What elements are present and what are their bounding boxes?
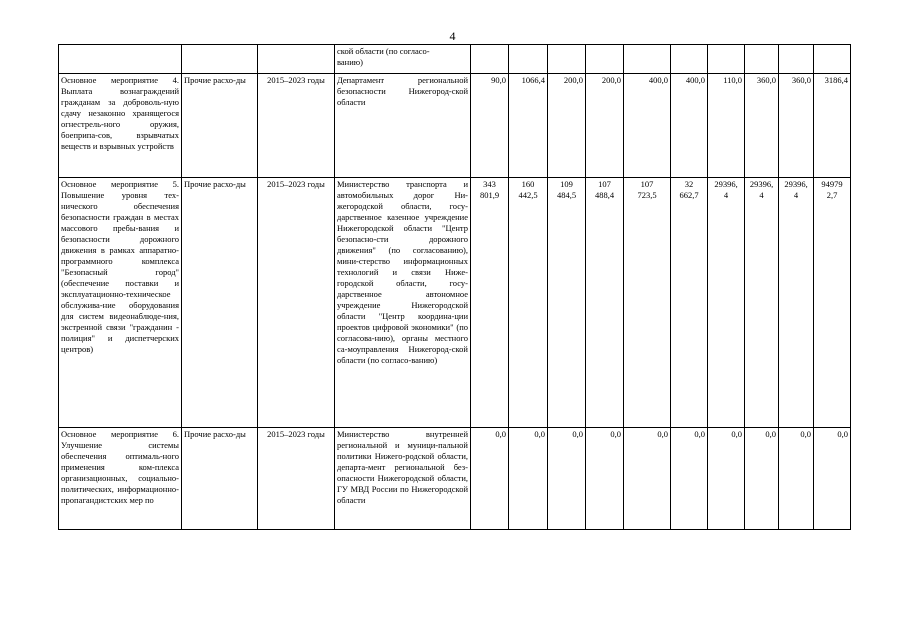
period-cell [258, 45, 335, 74]
value-cell: 0,0 [671, 428, 708, 530]
value-cell [671, 45, 708, 74]
value-cell [548, 45, 586, 74]
funding-source-cell: Прочие расхо-ды [182, 178, 258, 428]
period-cell: 2015–2023 годы [258, 74, 335, 178]
value-cell: 107 488,4 [586, 178, 624, 428]
table-row [59, 428, 851, 530]
value-cell: 32 662,7 [671, 178, 708, 428]
value-cell: 400,0 [624, 74, 671, 178]
value-cell: 94979 2,7 [814, 178, 851, 428]
funding-source-cell: Прочие расхо-ды [182, 74, 258, 178]
value-cell: 1066,4 [509, 74, 548, 178]
page-number: 4 [449, 29, 456, 43]
measure-cell: Основное мероприятие 4. Выплата вознаграждений гражданам за доброволь-ную сдачу незаконно хранящегося огнестрель-ного оружия, боеприпа-сов, взрывчатых веществ и взрывных устройств [59, 74, 182, 178]
value-cell: 3186,4 [814, 74, 851, 178]
period-cell: 2015–2023 годы [258, 178, 335, 428]
value-cell: 0,0 [548, 428, 586, 530]
value-cell [586, 45, 624, 74]
value-cell: 200,0 [548, 74, 586, 178]
value-cell: 160 442,5 [509, 178, 548, 428]
value-cell [471, 45, 509, 74]
value-cell: 200,0 [586, 74, 624, 178]
value-cell: 109 484,5 [548, 178, 586, 428]
value-cell: 360,0 [779, 74, 814, 178]
value-cell [708, 45, 745, 74]
value-cell: 0,0 [814, 428, 851, 530]
value-cell: 0,0 [708, 428, 745, 530]
budget-table [58, 44, 851, 530]
value-cell: 110,0 [708, 74, 745, 178]
value-cell [745, 45, 779, 74]
value-cell: 29396, 4 [745, 178, 779, 428]
executor-cell: Министерство транспорта и автомобильных дорог Ни-жегородской области, госу-дарственное казенное учреждение Нижегородской области "Центр безопасно-сти дорожного движения" (по согласованию), мини-стерство информационных технологий и связи Ниже-городской области, госу-дарственное автономное учреждение Нижегородской области "Центр координа-ции проектов цифровой экономики" (по согласова-нию), органы местного са-моуправления Нижегород-ской области (по согласо-ванию) [335, 178, 471, 428]
funding-source-cell [182, 45, 258, 74]
funding-source-cell: Прочие расхо-ды [182, 428, 258, 530]
value-cell: 90,0 [471, 74, 509, 178]
value-cell: 107 723,5 [624, 178, 671, 428]
executor-cell: Департамент региональной безопасности Нижегород-ской области [335, 74, 471, 178]
value-cell: 0,0 [509, 428, 548, 530]
value-cell [779, 45, 814, 74]
value-cell: 360,0 [745, 74, 779, 178]
table-row [59, 45, 851, 74]
table-row [59, 178, 851, 428]
measure-cell [59, 45, 182, 74]
period-cell: 2015–2023 годы [258, 428, 335, 530]
value-cell [624, 45, 671, 74]
value-cell: 400,0 [671, 74, 708, 178]
value-cell [509, 45, 548, 74]
value-cell: 0,0 [624, 428, 671, 530]
value-cell: 0,0 [745, 428, 779, 530]
value-cell: 0,0 [586, 428, 624, 530]
value-cell: 29396, 4 [779, 178, 814, 428]
value-cell: 29396, 4 [708, 178, 745, 428]
executor-cell: ской области (по согласо- ванию) [335, 45, 471, 74]
measure-cell: Основное мероприятие 5. Повышение уровня тех-нического обеспечения безопасности граждан в местах массового пребы-вания и безопасности дорожного движения в рамках аппаратно-программного комплекса "Безопасный город" (обеспечение поставки и эксплуатационно-техническое обслужива-ние оборудования для систем видеонаблюде-ния, экстренной связи "гражданин - полиция" и диспетчерских центров) [59, 178, 182, 428]
table-row [59, 74, 851, 178]
value-cell: 0,0 [779, 428, 814, 530]
value-cell: 343 801,9 [471, 178, 509, 428]
value-cell [814, 45, 851, 74]
executor-cell: Министерство внутренней региональной и муници-пальной политики Нижего-родской области, департа-мент региональной без-опасности Нижегородской области, ГУ МВД России по Нижегородской области [335, 428, 471, 530]
measure-cell: Основное мероприятие 6. Улучшение системы обеспечения оптималь-ного применения ком-плекса организационных, социально-политических, информационно-пропагандистских мер по [59, 428, 182, 530]
value-cell: 0,0 [471, 428, 509, 530]
